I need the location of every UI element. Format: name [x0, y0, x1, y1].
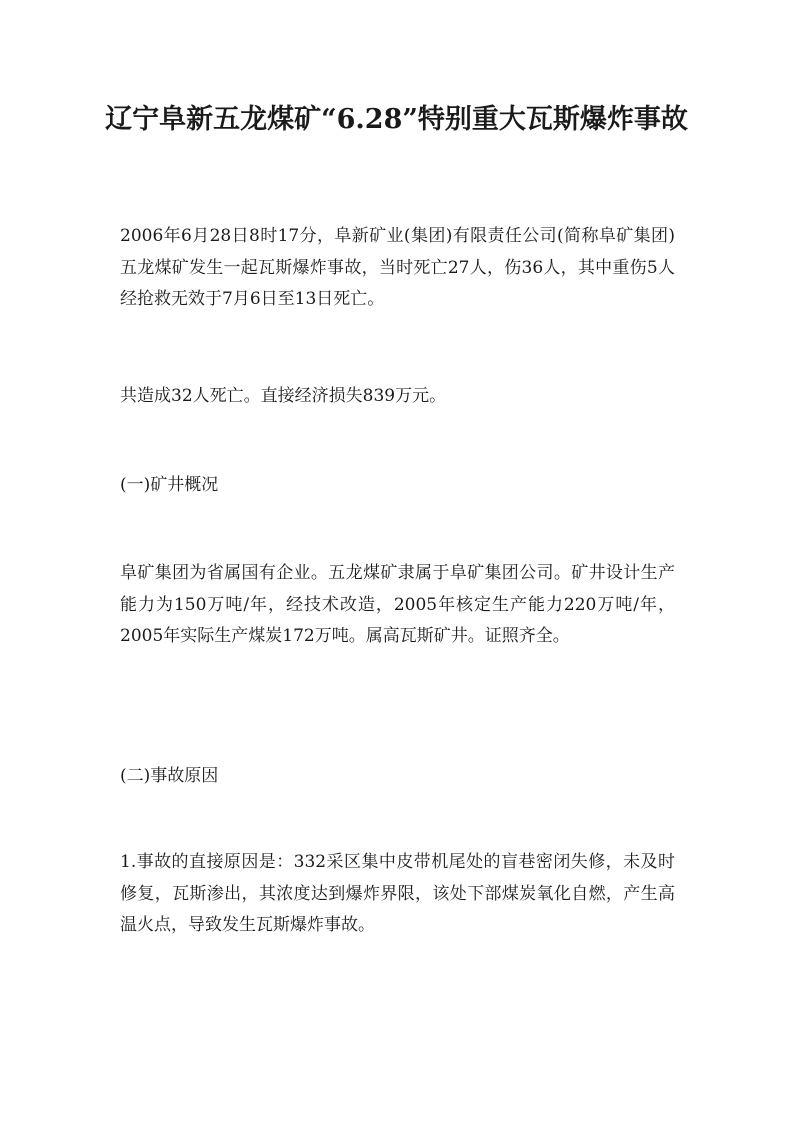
document-title: 辽宁阜新五龙煤矿“6.28”特别重大瓦斯爆炸事故	[105, 104, 688, 135]
paragraph-direct-cause: 1.事故的直接原因是：332采区集中皮带机尾处的盲巷密闭失修，未及时修复，瓦斯渗出，其浓度达到爆炸界限，该处下部煤炭氧化自燃，产生高温火点，导致发生瓦斯爆炸事故。	[120, 852, 675, 935]
section-heading-accident-cause: (二)事故原因	[120, 766, 219, 786]
section-heading-mine-overview: (一)矿井概况	[120, 475, 219, 495]
paragraph-casualty-total: 共造成32人死亡。直接经济损失839万元。	[120, 386, 447, 406]
paragraph-mine-overview: 阜矿集团为省属国有企业。五龙煤矿隶属于阜矿集团公司。矿井设计生产能力为150万吨/年，经技术改造，2005年核定生产能力220万吨/年，2005年实际生产煤炭172万吨。属高瓦斯矿井。证照齐全。	[120, 563, 675, 646]
paragraph-incident-summary: 2006年6月28日8时17分，阜新矿业(集团)有限责任公司(简称阜矿集团)五龙煤矿发生一起瓦斯爆炸事故，当时死亡27人，伤36人，其中重伤5人经抢救无效于7月6日至13日死亡。	[120, 226, 675, 309]
